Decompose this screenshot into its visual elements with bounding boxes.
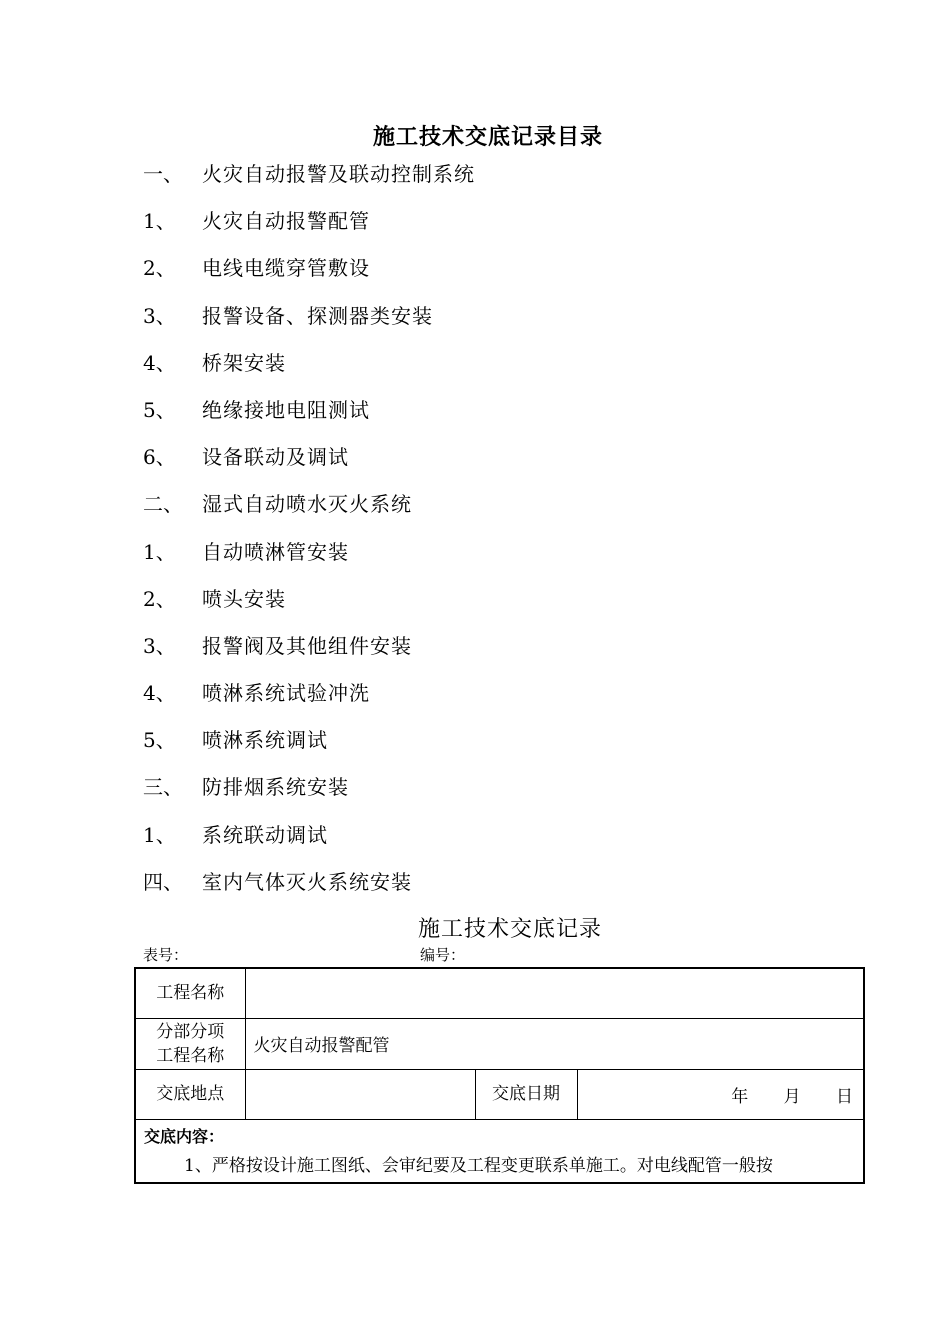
record-table [134, 967, 865, 1184]
toc-item-text: 防排烟系统安装 [202, 775, 349, 800]
date-month: 月 [783, 1086, 801, 1107]
project-name-label: 工程名称 [135, 968, 245, 1018]
date-value [577, 1069, 864, 1119]
toc-item-text: 电线电缆穿管敷设 [202, 256, 370, 281]
toc-item-number: 6、 [143, 445, 176, 470]
toc-item-text: 喷淋系统调试 [202, 728, 328, 753]
toc-item-number: 3、 [143, 303, 176, 328]
toc-item-text: 室内气体灭火系统安装 [202, 869, 412, 894]
sub-project-label-line2: 工程名称 [156, 1045, 225, 1066]
sub-project-value: 火灾自动报警配管 [245, 1018, 864, 1069]
toc-list [143, 157, 843, 912]
toc-item [143, 770, 843, 817]
toc-item [143, 251, 843, 298]
toc-item-text: 喷淋系统试验冲洗 [202, 681, 370, 706]
toc-item-number: 三、 [143, 775, 183, 800]
toc-item [143, 629, 843, 676]
toc-item [143, 818, 843, 865]
toc-item-number: 3、 [143, 633, 176, 658]
toc-item-text: 设备联动及调试 [202, 445, 349, 470]
toc-item-number: 4、 [143, 350, 176, 375]
toc-item-text: 火灾自动报警配管 [202, 209, 370, 234]
toc-item [143, 582, 843, 629]
toc-item-text: 报警设备、探测器类安装 [202, 303, 433, 328]
toc-item-number: 1、 [143, 822, 176, 847]
toc-item-number: 2、 [143, 586, 176, 611]
toc-item-text: 湿式自动喷水灭火系统 [202, 492, 412, 517]
toc-item-number: 四、 [143, 869, 183, 894]
toc-title: 施工技术交底记录目录 [372, 125, 603, 150]
toc-item [143, 487, 843, 534]
toc-item-text: 自动喷淋管安装 [202, 539, 349, 564]
date-label: 交底日期 [475, 1069, 577, 1119]
project-name-value [245, 968, 864, 1018]
toc-item [143, 157, 843, 204]
toc-item-number: 2、 [143, 256, 176, 281]
content-body: 1、严格按设计施工图纸、会审纪要及工程变更联系单施工。对电线配管一般按 [135, 1148, 864, 1183]
toc-item-number: 1、 [143, 209, 176, 234]
toc-item [143, 723, 843, 770]
location-label: 交底地点 [135, 1069, 245, 1119]
toc-item-text: 桥架安装 [202, 350, 286, 375]
serial-no-label: 编号： [420, 946, 466, 964]
toc-item [143, 535, 843, 582]
record-title: 施工技术交底记录 [417, 917, 602, 942]
date-year: 年 [731, 1086, 749, 1107]
toc-item [143, 865, 843, 912]
toc-item [143, 204, 843, 251]
toc-item [143, 299, 843, 346]
toc-item-text: 喷头安装 [202, 586, 286, 611]
toc-item [143, 346, 843, 393]
toc-item-number: 4、 [143, 681, 176, 706]
toc-item-text: 绝缘接地电阻测试 [202, 397, 370, 422]
toc-item-text: 系统联动调试 [202, 822, 328, 847]
content-label: 交底内容： [135, 1119, 864, 1148]
toc-item [143, 676, 843, 723]
toc-item [143, 440, 843, 487]
toc-item-text: 火灾自动报警及联动控制系统 [202, 162, 475, 186]
sub-project-label [135, 1018, 245, 1069]
toc-item-number: 5、 [143, 728, 176, 753]
toc-item-number: 二、 [143, 492, 183, 517]
toc-item-number: 5、 [143, 397, 176, 422]
toc-item-number: 一、 [143, 162, 183, 186]
toc-item [143, 393, 843, 440]
toc-item-number: 1、 [143, 539, 176, 564]
date-day: 日 [836, 1086, 854, 1107]
location-value [245, 1069, 475, 1119]
table-no-label: 表号： [143, 946, 189, 964]
sub-project-label-line1: 分部分项 [156, 1021, 225, 1042]
toc-item-text: 报警阀及其他组件安装 [202, 633, 412, 658]
